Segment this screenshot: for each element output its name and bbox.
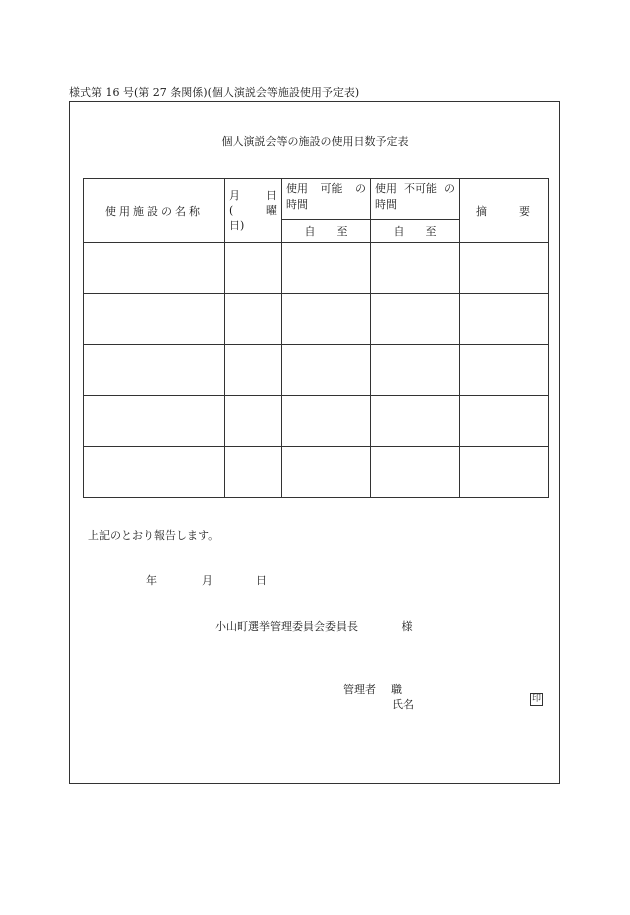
cell-unavailable-time[interactable] [371, 294, 460, 345]
cell-unavailable-time[interactable] [371, 396, 460, 447]
cell-remarks[interactable] [460, 396, 549, 447]
manager-label: 管理者 [343, 683, 376, 696]
header-date-month: 月 [229, 189, 240, 202]
table-header-row [84, 179, 549, 220]
addressee-honorific: 様 [401, 620, 413, 633]
header-remarks [460, 179, 549, 243]
cell-available-time[interactable] [282, 294, 371, 345]
header-unavailable-line2: 時間 [375, 198, 397, 211]
table-row [84, 243, 549, 294]
header-available-to: 至 [336, 225, 348, 238]
header-unavailable-from: 自 [393, 225, 405, 238]
cell-available-time[interactable] [282, 396, 371, 447]
addressee-name: 小山町選挙管理委員会委員長 [215, 620, 358, 633]
date-fields [146, 572, 267, 588]
cell-date[interactable] [225, 396, 282, 447]
header-date [225, 179, 282, 243]
cell-date[interactable] [225, 243, 282, 294]
cell-facility[interactable] [84, 345, 225, 396]
cell-unavailable-time[interactable] [371, 447, 460, 498]
addressee [215, 618, 413, 634]
cell-available-time[interactable] [282, 447, 371, 498]
date-month-label: 月 [202, 574, 213, 587]
cell-facility[interactable] [84, 243, 225, 294]
seal-mark: 印 [531, 694, 541, 704]
cell-remarks[interactable] [460, 243, 549, 294]
document-title: 個人演説会等の施設の使用日数予定表 [221, 135, 409, 148]
header-facility-name: 使用施設の名称 [84, 179, 225, 243]
header-available-from-to [282, 220, 371, 243]
header-available-word1: 使用 [286, 182, 308, 195]
date-day-label: 日 [256, 574, 267, 587]
header-remarks-char1: 摘 [476, 204, 487, 218]
table-row [84, 345, 549, 396]
cell-date[interactable] [225, 447, 282, 498]
table-row [84, 294, 549, 345]
header-unavailable-time [371, 179, 460, 220]
header-available-line2: 時間 [286, 198, 308, 211]
header-available-word2: 可能 [320, 182, 343, 195]
cell-available-time[interactable] [282, 345, 371, 396]
header-unavailable-to: 至 [425, 225, 437, 238]
header-unavailable-word3: の [444, 182, 455, 195]
cell-date[interactable] [225, 294, 282, 345]
date-year-label: 年 [146, 574, 157, 587]
header-unavailable-from-to [371, 220, 460, 243]
manager-name-label: 氏名 [392, 698, 414, 711]
header-date-day: 日 [266, 189, 277, 202]
cell-remarks[interactable] [460, 345, 549, 396]
header-available-word3: の [355, 182, 366, 195]
header-unavailable-word2: 不可能 [404, 182, 437, 195]
header-remarks-char2: 要 [519, 204, 530, 218]
cell-unavailable-time[interactable] [371, 345, 460, 396]
cell-available-time[interactable] [282, 243, 371, 294]
report-statement: 上記のとおり報告します。 [88, 529, 220, 542]
header-available-from: 自 [304, 225, 316, 238]
cell-facility[interactable] [84, 447, 225, 498]
schedule-table [83, 178, 549, 498]
cell-facility[interactable] [84, 396, 225, 447]
header-date-weekday: 曜 [266, 204, 277, 217]
cell-facility[interactable] [84, 294, 225, 345]
cell-date[interactable] [225, 345, 282, 396]
table-row [84, 447, 549, 498]
manager-position-label: 職 [391, 683, 402, 696]
table-row [84, 396, 549, 447]
cell-unavailable-time[interactable] [371, 243, 460, 294]
cell-remarks[interactable] [460, 294, 549, 345]
header-date-paren: ( [229, 204, 234, 217]
cell-remarks[interactable] [460, 447, 549, 498]
header-date-close: 日) [229, 219, 245, 232]
form-number-label: 様式第 16 号(第 27 条関係)(個人演説会等施設使用予定表) [69, 86, 360, 99]
header-unavailable-word1: 使用 [375, 182, 397, 195]
header-available-time [282, 179, 371, 220]
